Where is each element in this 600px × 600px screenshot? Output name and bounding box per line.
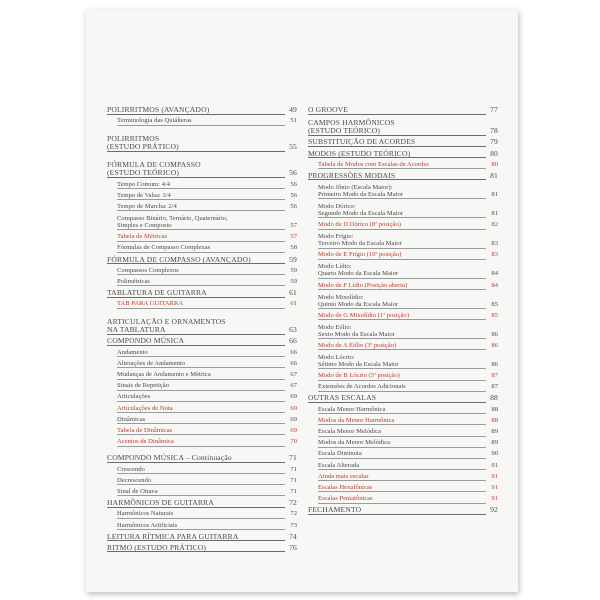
toc-subsection-entry: [107, 114, 297, 125]
toc-page-number: 57: [290, 233, 297, 241]
toc-page-number: 56: [289, 168, 297, 178]
toc-page-number: 88: [490, 393, 498, 403]
toc-section-entry: [308, 135, 498, 146]
toc-subsection-entry: [107, 424, 297, 435]
toc-page-number: 84: [491, 270, 498, 278]
toc-page-number: 69: [290, 415, 297, 423]
toc-section-entry: [107, 130, 297, 151]
toc-subsection-entry: [107, 368, 297, 379]
toc-subsection-entry: [308, 218, 498, 229]
toc-subsection-entry: [308, 320, 498, 339]
toc-page-number: 71: [290, 487, 297, 495]
toc-page-number: 66: [290, 359, 297, 367]
toc-right-column: [308, 103, 498, 514]
toc-subsection-entry: [107, 413, 297, 424]
toc-page-number: 59: [289, 254, 297, 264]
toc-entry-title: Ainda mais escalas: [318, 472, 369, 480]
toc-page-number: 67: [290, 382, 297, 390]
toc-entry-title: COMPONDO MÚSICA – Continuação: [107, 453, 232, 463]
toc-page-number: 80: [490, 148, 498, 158]
toc-page-number: 85: [491, 311, 498, 319]
toc-entry-title: Tempo de Valsa: 3/4: [117, 191, 171, 199]
toc-page-number: 67: [290, 371, 297, 379]
toc-subsection-entry: [107, 177, 297, 188]
toc-subsection-entry: [308, 414, 498, 425]
toc-page-number: 69: [290, 404, 297, 412]
toc-entry-title: Extensões de Acordes Adicionais: [318, 383, 406, 391]
toc-section-entry: [107, 252, 297, 263]
toc-entry-title: TAB PARA GUITARRA: [117, 300, 184, 308]
toc-page-number: 91: [491, 472, 498, 480]
toc-entry-title: Fórmulas de Compasso Complexas: [117, 244, 211, 252]
toc-page-number: 66: [289, 336, 297, 346]
toc-section-entry: [308, 169, 498, 180]
toc-entry-title: Sinais de Repetição: [117, 382, 170, 390]
toc-page-number: 59: [290, 266, 297, 274]
book-page: [86, 10, 518, 592]
toc-entry-title: Acentos de Dinâmica: [117, 438, 174, 446]
toc-subsection-entry: [308, 350, 498, 369]
toc-entry-title: Escala Diminuta: [318, 450, 362, 458]
toc-entry-title: Dinâmicas: [117, 415, 146, 423]
toc-subsection-entry: [308, 248, 498, 259]
toc-entry-title: MODOS (ESTUDO TEÓRICO): [308, 148, 411, 158]
toc-page-number: 71: [289, 453, 297, 463]
toc-entry-title: Escalas Hexafônicas: [318, 484, 373, 492]
toc-entry-title: Modo de B Lócrio (5ª posição): [318, 372, 400, 380]
toc-entry-title: Tabela de Modos com Escalas de Acordes: [318, 160, 429, 168]
toc-subsection-entry: [107, 462, 297, 473]
toc-subsection-entry: [308, 278, 498, 289]
toc-entry-title: Modo Eólio: Sexto Modo da Escala Maior: [318, 323, 395, 338]
toc-page-number: 71: [290, 476, 297, 484]
toc-page-number: 86: [491, 360, 498, 368]
toc-subsection-entry: [107, 200, 297, 211]
toc-subsection-entry: [107, 485, 297, 496]
toc-section-entry: [107, 496, 297, 507]
toc-subsection-entry: [107, 189, 297, 200]
toc-subsection-entry: [107, 518, 297, 529]
toc-page-number: 56: [290, 191, 297, 199]
toc-left-column: [107, 103, 297, 552]
toc-subsection-entry: [107, 401, 297, 412]
toc-subsection-entry: [308, 290, 498, 309]
toc-entry-title: Modo de F Lídio (Posição aberta): [318, 281, 408, 289]
toc-subsection-entry: [308, 309, 498, 320]
toc-page-number: 85: [491, 300, 498, 308]
toc-subsection-entry: [308, 199, 498, 218]
toc-subsection-entry: [308, 492, 498, 503]
toc-section-entry: [107, 334, 297, 345]
toc-entry-title: Modo Lócrio: Sétimo Modo da Escala Maior: [318, 354, 399, 368]
toc-section-entry: [107, 451, 297, 462]
toc-entry-title: Modo Mixolídio: Quinto Modo da Escala Maior: [318, 293, 399, 308]
toc-entry-title: Modo Jônio (Escala Maior): Primeiro Modo da Escala Maior: [318, 184, 403, 199]
toc-entry-title: Modo Lídio: Quarto Modo da Escala Maior: [318, 263, 399, 278]
toc-subsection-entry: [308, 447, 498, 458]
toc-entry-title: Modo de E Frígio (10ª posição): [318, 251, 402, 259]
toc-entry-title: Compasso Binário, Ternário, Quaternário, Simples e Composto: [117, 215, 228, 230]
toc-section-entry: [107, 529, 297, 540]
toc-entry-title: Modo Frígio: Terceiro Modo da Escala Maior: [318, 233, 402, 248]
toc-entry-title: Escala Menor Harmônica: [318, 405, 386, 413]
toc-entry-title: Polimétricas: [117, 277, 150, 285]
toc-subsection-entry: [107, 264, 297, 275]
toc-subsection-entry: [107, 357, 297, 368]
toc-entry-title: SUBSTITUIÇÃO DE ACORDES: [308, 137, 416, 147]
toc-subsection-entry: [308, 369, 498, 380]
toc-section-entry: [107, 541, 297, 552]
toc-page-number: 57: [290, 222, 297, 230]
toc-page-number: 80: [491, 160, 498, 168]
toc-page-number: 84: [491, 281, 498, 289]
toc-entry-title: Alterações de Andamento: [117, 359, 186, 367]
toc-entry-title: Modo de A Eólio (3ª posição): [318, 341, 397, 349]
toc-page-number: 88: [491, 405, 498, 413]
toc-page-number: 55: [289, 142, 297, 152]
toc-page-number: 58: [290, 244, 297, 252]
toc-subsection-entry: [107, 297, 297, 308]
toc-entry-title: Terminologia das Quiálteras: [117, 117, 192, 125]
toc-page-number: 51: [290, 117, 297, 125]
toc-page-number: 83: [491, 240, 498, 248]
toc-page-number: 73: [290, 521, 297, 529]
toc-entry-title: FECHAMENTO: [308, 505, 362, 515]
toc-entry-title: Andamento: [117, 348, 148, 356]
toc-page-number: 63: [289, 325, 297, 335]
toc-entry-title: TABLATURA DE GUITARRA: [107, 288, 207, 298]
toc-subsection-entry: [308, 339, 498, 350]
toc-entry-title: Escalas Pentatônicas: [318, 495, 373, 503]
toc-subsection-entry: [107, 275, 297, 286]
toc-page-number: 76: [289, 542, 297, 552]
toc-section-entry: [107, 156, 297, 177]
toc-entry-title: POLIRRITMOS (ESTUDO PRÁTICO): [107, 134, 179, 152]
toc-entry-title: Sinal de Oitava: [117, 487, 158, 495]
toc-entry-title: O GROOVE: [308, 105, 349, 115]
toc-entry-title: Modo Dórico: Segundo Modo da Escala Maior: [318, 203, 403, 218]
toc-entry-title: Articulações: [117, 393, 151, 401]
toc-page-number: 56: [290, 180, 297, 188]
toc-page-number: 81: [490, 170, 498, 180]
toc-page-number: 72: [290, 510, 297, 518]
toc-page-number: 83: [491, 251, 498, 259]
toc-entry-title: FÓRMULA DE COMPASSO (AVANÇADO): [107, 254, 251, 264]
toc-page-number: 90: [491, 450, 498, 458]
toc-entry-title: Tabela de Métricas: [117, 233, 168, 241]
toc-entry-title: Harmônicos Artificiais: [117, 521, 178, 529]
toc-entry-title: Tempo Comum: 4/4: [117, 180, 171, 188]
toc-entry-title: Compassos Complexos: [117, 266, 179, 274]
toc-subsection-entry: [107, 211, 297, 230]
toc-page-number: 91: [491, 495, 498, 503]
toc-subsection-entry: [107, 345, 297, 356]
toc-page-number: 82: [491, 221, 498, 229]
toc-entry-title: Escala Menor Melódica: [318, 428, 381, 436]
toc-page-number: 56: [290, 203, 297, 211]
toc-page-number: 86: [491, 330, 498, 338]
toc-section-entry: [107, 103, 297, 114]
toc-section-entry: [107, 286, 297, 297]
toc-subsection-entry: [308, 436, 498, 447]
toc-section-entry: [308, 146, 498, 157]
toc-subsection-entry: [308, 425, 498, 436]
toc-entry-title: Modos da Menor Harmônica: [318, 416, 395, 424]
toc-page-number: 59: [290, 277, 297, 285]
toc-subsection-entry: [107, 379, 297, 390]
toc-entry-title: Escala Alterada: [318, 461, 360, 469]
toc-section-entry: [107, 313, 297, 334]
toc-subsection-entry: [308, 259, 498, 278]
toc-page-number: 69: [290, 427, 297, 435]
toc-subsection-entry: [308, 158, 498, 169]
toc-page-number: 66: [290, 348, 297, 356]
toc-subsection-entry: [308, 402, 498, 413]
toc-subsection-entry: [308, 229, 498, 248]
toc-section-entry: [308, 503, 498, 514]
toc-page-number: 79: [490, 137, 498, 147]
toc-subsection-entry: [107, 435, 297, 446]
toc-subsection-entry: [107, 390, 297, 401]
toc-entry-title: RITMO (ESTUDO PRÁTICO): [107, 542, 207, 552]
toc-entry-title: HARMÔNICOS DE GUITARRA: [107, 498, 214, 508]
toc-page-number: 91: [491, 461, 498, 469]
toc-page-number: 77: [490, 105, 498, 115]
toc-page-number: 81: [491, 191, 498, 199]
toc-subsection-entry: [308, 458, 498, 469]
toc-subsection-entry: [107, 474, 297, 485]
toc-page-number: 61: [289, 288, 297, 298]
toc-entry-title: COMPONDO MÚSICA: [107, 336, 185, 346]
toc-entry-title: PROGRESSÕES MODAIS: [308, 170, 396, 180]
toc-entry-title: Tabela de Dinâmicas: [117, 427, 173, 435]
toc-page-number: 86: [491, 341, 498, 349]
toc-subsection-entry: [308, 481, 498, 492]
toc-entry-title: Tempo de Marcha: 2/4: [117, 203, 177, 211]
toc-entry-title: Mudanças de Andamento e Métrica: [117, 371, 211, 379]
toc-page-number: 88: [491, 416, 498, 424]
toc-page-number: 72: [289, 498, 297, 508]
toc-subsection-entry: [308, 180, 498, 199]
toc-entry-title: Modos da Menor Melódica: [318, 439, 390, 447]
toc-entry-title: OUTRAS ESCALAS: [308, 393, 377, 403]
toc-page-number: 70: [290, 438, 297, 446]
toc-subsection-entry: [308, 380, 498, 391]
toc-entry-title: FÓRMULA DE COMPASSO (ESTUDO TEÓRICO): [107, 160, 201, 178]
toc-page-number: 89: [491, 439, 498, 447]
toc-page-number: 92: [490, 505, 498, 515]
toc-subsection-entry: [107, 230, 297, 241]
toc-entry-title: POLIRRITMOS (AVANÇADO): [107, 105, 210, 115]
toc-page-number: 78: [490, 126, 498, 136]
toc-page-number: 89: [491, 428, 498, 436]
toc-subsection-entry: [107, 507, 297, 518]
toc-entry-title: LEITURA RÍTMICA PARA GUITARRA: [107, 531, 239, 541]
toc-page-number: 87: [491, 372, 498, 380]
toc-section-entry: [308, 103, 498, 114]
toc-entry-title: CAMPOS HARMÔNICOS (ESTUDO TEÓRICO): [308, 118, 395, 136]
toc-entry-title: Harmônicos Naturais: [117, 510, 174, 518]
toc-page-number: 69: [290, 393, 297, 401]
toc-page-number: 49: [289, 105, 297, 115]
toc-section-entry: [308, 391, 498, 402]
toc-page-number: 91: [491, 484, 498, 492]
toc-page-number: 71: [290, 465, 297, 473]
toc-page-number: 74: [289, 531, 297, 541]
toc-section-entry: [308, 114, 498, 135]
toc-entry-title: Articulações de Nota: [117, 404, 173, 412]
toc-entry-title: Decrescendo: [117, 476, 152, 484]
toc-entry-title: Modo de G Mixolídio (1ª posição): [318, 311, 410, 319]
toc-entry-title: Crescendo: [117, 465, 145, 473]
toc-page-number: 81: [491, 210, 498, 218]
toc-subsection-entry: [308, 470, 498, 481]
toc-entry-title: ARTICULAÇÃO E ORNAMENTOS NA TABLATURA: [107, 317, 226, 335]
toc-page-number: 87: [491, 383, 498, 391]
toc-entry-title: Modo de D Dórico (8ª posição): [318, 221, 401, 229]
toc-page-number: 61: [290, 300, 297, 308]
toc-subsection-entry: [107, 241, 297, 252]
